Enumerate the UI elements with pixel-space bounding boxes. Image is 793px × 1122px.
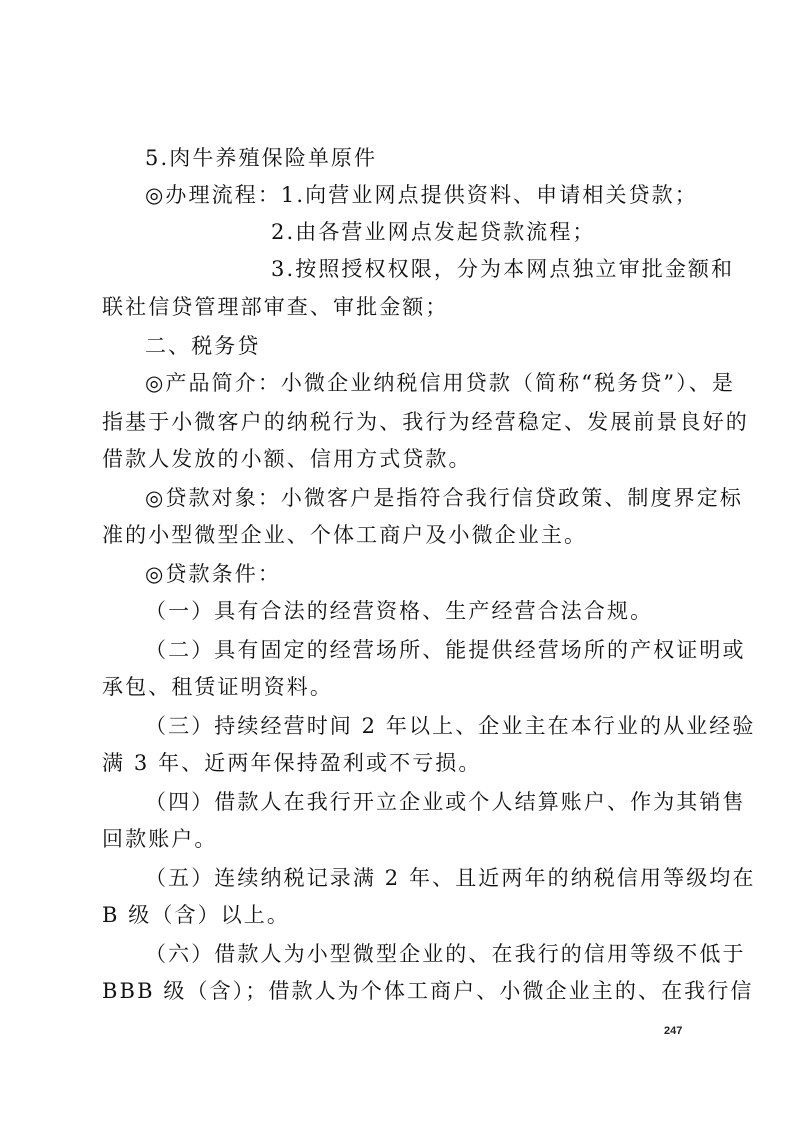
- text-line: 3.按照授权权限，分为本网点独立审批金额和: [271, 257, 735, 281]
- text-line: ◎产品简介：小微企业纳税信用贷款（简称“税务贷”）、是: [145, 371, 735, 395]
- text-line: ◎贷款对象：小微客户是指符合我行信贷政策、制度界定标: [145, 486, 743, 510]
- text-line: （四）借款人在我行开立企业或个人结算账户、作为其销售: [145, 790, 746, 814]
- page-number: 247: [664, 1025, 683, 1037]
- text-line: 借款人发放的小额、信用方式贷款。: [102, 447, 472, 471]
- text-line: （五）连续纳税记录满 2 年、且近两年的纳税信用等级均在: [145, 866, 756, 890]
- text-line: 满 3 年、近两年保持盈利或不亏损。: [102, 751, 482, 775]
- text-line: BBB 级（含）；借款人为个体工商户、小微企业主的、在我行信: [102, 979, 754, 1003]
- text-line: ◎贷款条件：: [145, 562, 281, 586]
- text-line: 5.肉牛养殖保险单原件: [145, 146, 378, 170]
- text-line: 准的小型微型企业、个体工商户及小微企业主。: [102, 523, 588, 547]
- text-line: 回款账户。: [102, 827, 218, 851]
- text-line: （二）具有固定的经营场所、能提供经营场所的产权证明或: [145, 638, 746, 662]
- text-line: （一）具有合法的经营资格、生产经营合法合规。: [145, 599, 654, 623]
- text-line: B 级（含）以上。: [102, 903, 291, 927]
- text-line: 指基于小微客户的纳税行为、我行为经营稳定、发展前景良好的: [102, 410, 749, 434]
- text-line: （三）持续经营时间 2 年以上、企业主在本行业的从业经验: [145, 714, 756, 738]
- text-line: （六）借款人为小型微型企业的、在我行的信用等级不低于: [145, 942, 746, 966]
- text-line: 2.由各营业网点发起贷款流程；: [271, 220, 596, 244]
- text-line: 联社信贷管理部审查、审批金额；: [102, 295, 449, 319]
- text-line: 承包、租赁证明资料。: [102, 675, 333, 699]
- section-heading: 二、税务贷: [145, 334, 261, 358]
- text-line: ◎办理流程：1.向营业网点提供资料、申请相关贷款；: [145, 183, 698, 207]
